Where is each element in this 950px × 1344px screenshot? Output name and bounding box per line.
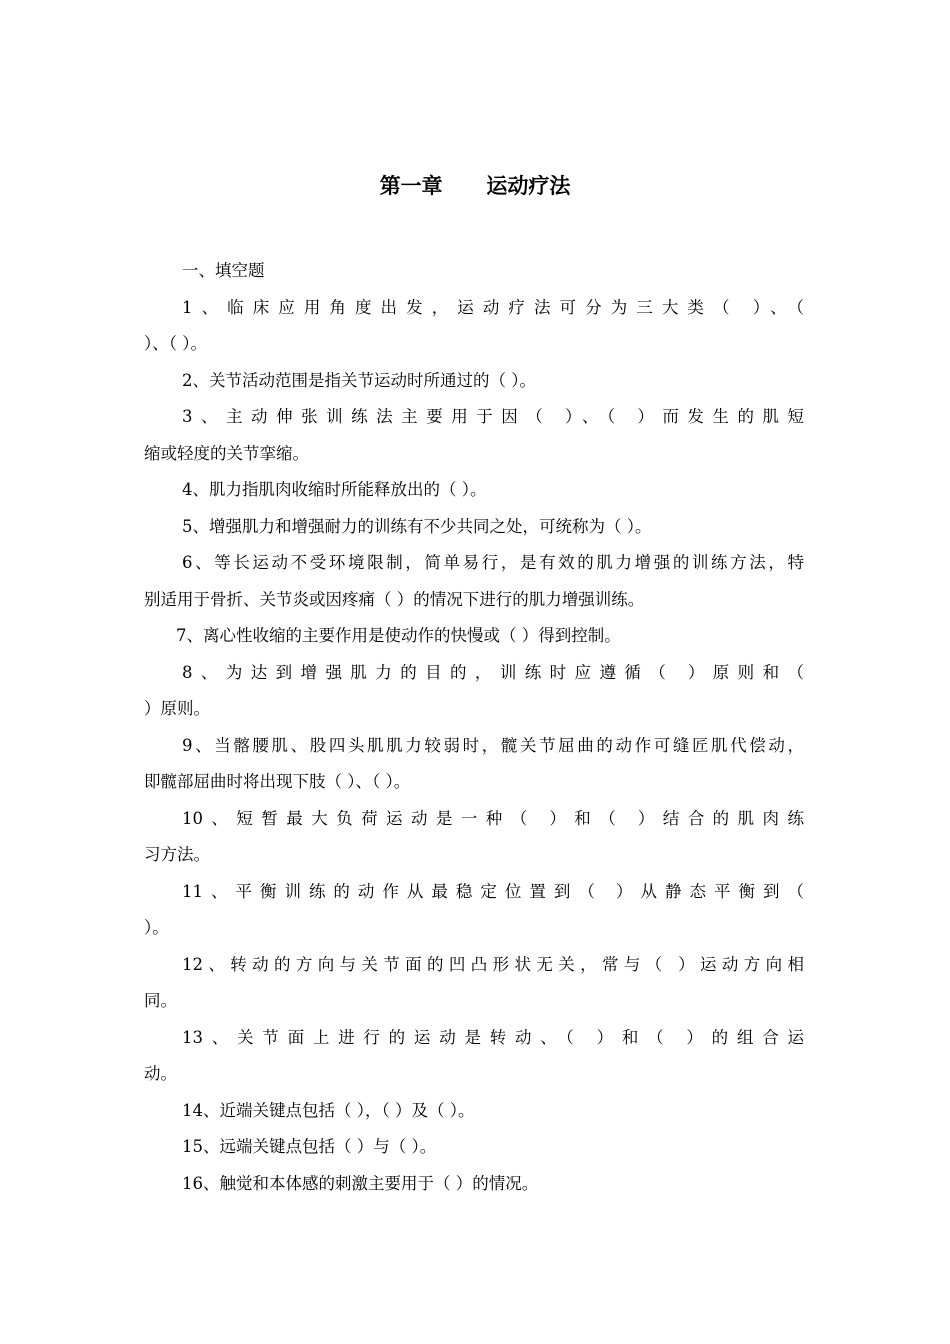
- question-14: 14、近端关键点包括（ ），（ ）及（ ）。: [182, 1100, 475, 1120]
- question-8-line-1: 8、为达到增强肌力的目的，训练时应遵循（ ）原则和（: [182, 662, 804, 682]
- question-10-line-2: 习方法。: [144, 845, 210, 864]
- question-8-line-2: ）原则。: [144, 699, 210, 718]
- question-15: 15、远端关键点包括（ ）与（ ）。: [182, 1137, 437, 1156]
- question-6-line-2: 别适用于骨折、关节炎或因疼痛（ ）的情况下进行的肌力增强训练。: [144, 589, 645, 609]
- question-6-line-1: 6、等长运动不受环境限制，简单易行，是有效的肌力增强的训练方法，特: [182, 553, 804, 572]
- section-heading: 一、填空题: [182, 261, 265, 280]
- question-2: 2、关节活动范围是指关节运动时所通过的（ ）。: [182, 370, 536, 390]
- question-7: 7、离心性收缩的主要作用是使动作的快慢或（ ）得到控制。: [176, 626, 621, 645]
- question-9-line-2: 即髋部屈曲时将出现下肢（ ）、（ ）。: [144, 772, 411, 791]
- question-13-line-2: 动。: [144, 1064, 177, 1083]
- question-12-line-1: 12、转动的方向与关节面的凹凸形状无关，常与（ ）运动方向相: [182, 954, 804, 974]
- question-12-line-2: 同。: [144, 991, 177, 1010]
- question-list: [144, 253, 804, 1202]
- question-11-line-1: 11、平衡训练的动作从最稳定位置到（ ）从静态平衡到（: [182, 881, 804, 901]
- question-1-line-1: 1、临床应用角度出发，运动疗法可分为三大类（ ）、（: [182, 297, 804, 317]
- question-1-line-2: ）、（ ）。: [144, 334, 207, 353]
- question-10-line-1: 10、短暂最大负荷运动是一种（ ）和（ ）结合的肌肉练: [182, 808, 804, 828]
- question-13-line-1: 13、关节面上进行的运动是转动、（ ）和（ ）的组合运: [182, 1027, 804, 1047]
- question-11-line-2: ）。: [144, 918, 169, 937]
- question-4: 4、肌力指肌肉收缩时所能释放出的（ ）。: [182, 480, 487, 499]
- question-3-line-2: 缩或轻度的关节挛缩。: [144, 443, 309, 463]
- chapter-title: 第一章 运动疗法: [379, 174, 571, 198]
- question-16: 16、触觉和本体感的刺激主要用于（ ）的情况。: [182, 1173, 539, 1193]
- question-5: 5、增强肌力和增强耐力的训练有不少共同之处，可统称为（ ）。: [182, 516, 652, 536]
- question-9-line-1: 9、当髂腰肌、股四头肌肌力较弱时，髋关节屈曲的动作可缝匠肌代偿动，: [182, 735, 804, 755]
- question-3-line-1: 3、主动伸张训练法主要用于因（ ）、（ ）而发生的肌短: [182, 407, 804, 426]
